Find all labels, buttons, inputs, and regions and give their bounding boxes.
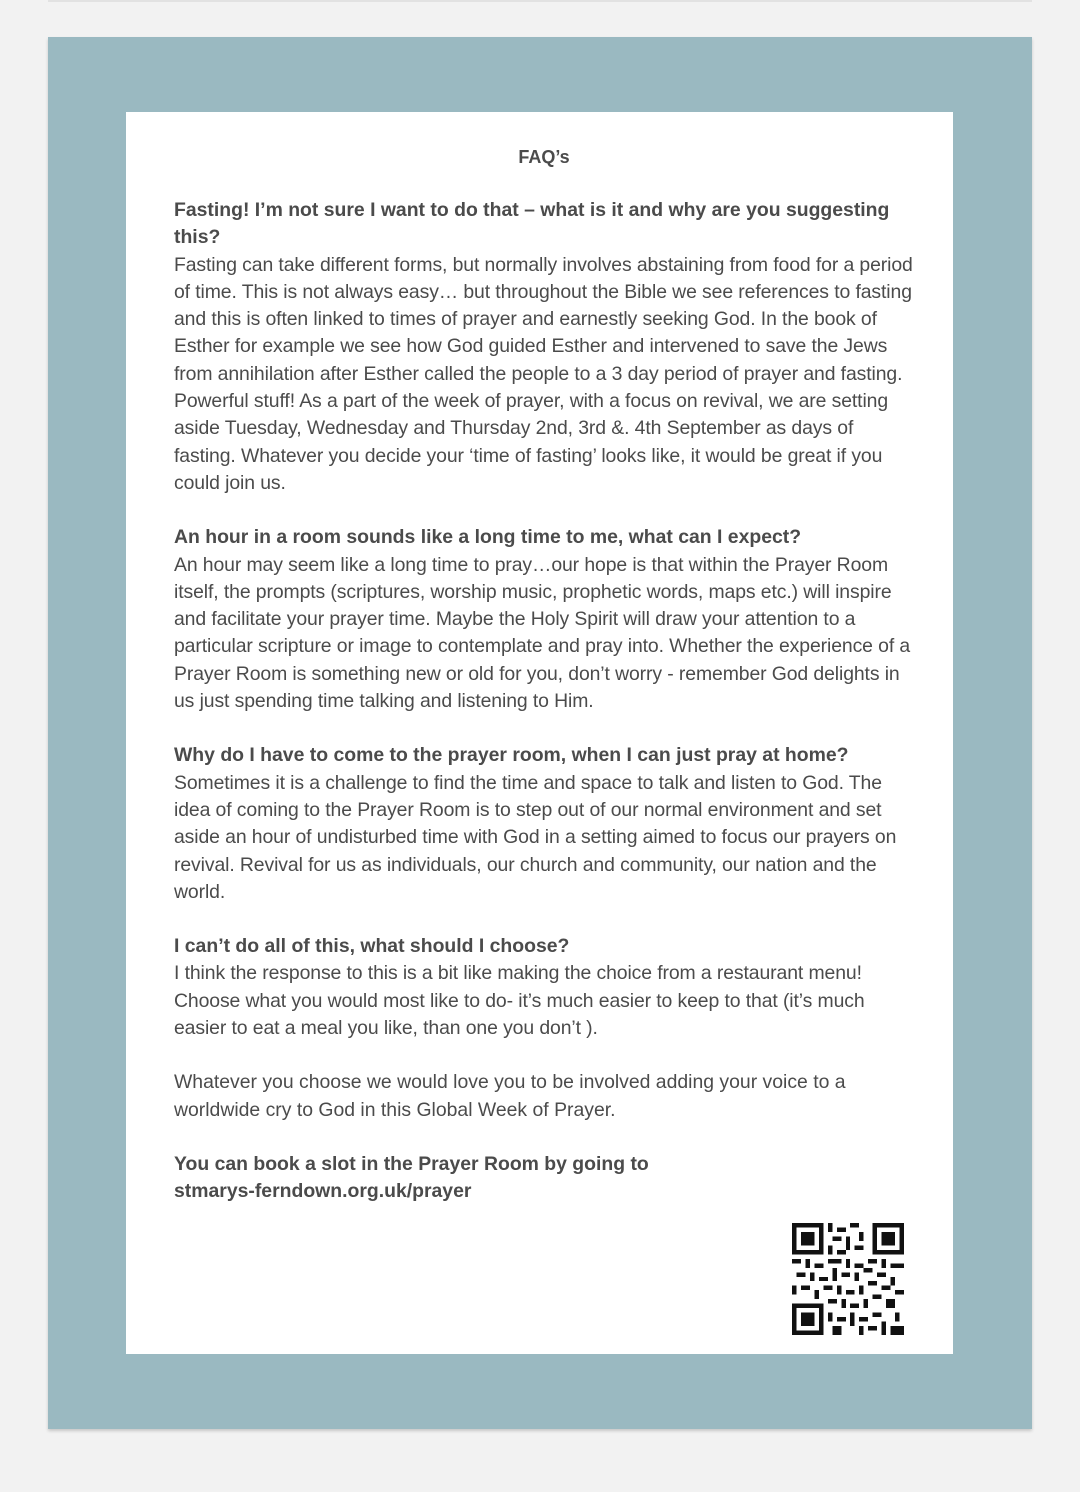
- faq-answer: I think the response to this is a bit like making the choice from a restaurant menu! Choose what you would most like to do- it’s much easier to keep to that (it’s much easier to eat a meal you like, than one you don’t ).: [174, 962, 865, 1040]
- faq-answer: Sometimes it is a challenge to find the time and space to talk and listen to God. The idea of coming to the Prayer Room is to step out of our normal environment and set aside an hour of undisturbed time with God in a setting aimed to focus our prayers on revival. Revival for us as individuals, our church and community, our nation and the world.: [174, 771, 897, 903]
- qr-code-icon[interactable]: [792, 1223, 904, 1335]
- faq-content: [174, 144, 914, 1206]
- closing-paragraph: Whatever you choose we would love you to be involved adding your voice to a worldwide cry to God in this Global Week of Prayer.: [174, 1071, 846, 1121]
- document-page: [48, 37, 1032, 1429]
- faq-card: [126, 112, 953, 1354]
- faq-answer: Fasting can take different forms, but normally involves abstaining from food for a period of time. This is not always easy… but throughout the Bible we see references to fasting and this is often linked to times of prayer and earnestly seeking God. In the book of Esther for example we see how God guided Esther and intervened to save the Jews from annihilation after Esther called the people to a 3 day period of prayer and fasting. Powerful stuff! As a part of the week of prayer, with a focus on revival, we are setting aside Tuesday, Wednesday and Thursday 2nd, 3rd &. 4th September as days of fasting. Whatever you decide your ‘time of fasting’ looks like, it would be great if you could join us.: [174, 253, 913, 494]
- booking-link[interactable]: stmarys-ferndown.org.uk/prayer: [174, 1180, 472, 1203]
- faq-question: I can’t do all of this, what should I choose?: [174, 935, 570, 958]
- faq-item-hour: [174, 524, 914, 715]
- faq-question: An hour in a room sounds like a long time to me, what can I expect?: [174, 526, 802, 549]
- faq-item-fasting: [174, 197, 914, 497]
- faq-question: Fasting! I’m not sure I want to do that – what is it and why are you suggesting this?: [174, 199, 890, 249]
- booking-text: You can book a slot in the Prayer Room by going to: [174, 1152, 649, 1175]
- top-edge-divider: [48, 0, 1032, 2]
- faq-answer: An hour may seem like a long time to pray…our hope is that within the Prayer Room itself, the prompts (scriptures, worship music, prophetic words, maps etc.) will inspire and facilitate your prayer time. Maybe the Holy Spirit will draw your attention to a particular scripture or image to contemplate and pray into. Whether the experience of a Prayer Room is something new or old for you, don’t worry - remember God delights in us just spending time talking and listening to Him.: [174, 553, 911, 713]
- faq-item-why-room: [174, 742, 914, 906]
- faq-question: Why do I have to come to the prayer room, when I can just pray at home?: [174, 744, 849, 767]
- page-title: FAQ’s: [518, 147, 570, 167]
- faq-item-choose: [174, 933, 914, 1042]
- booking-info: [174, 1151, 734, 1206]
